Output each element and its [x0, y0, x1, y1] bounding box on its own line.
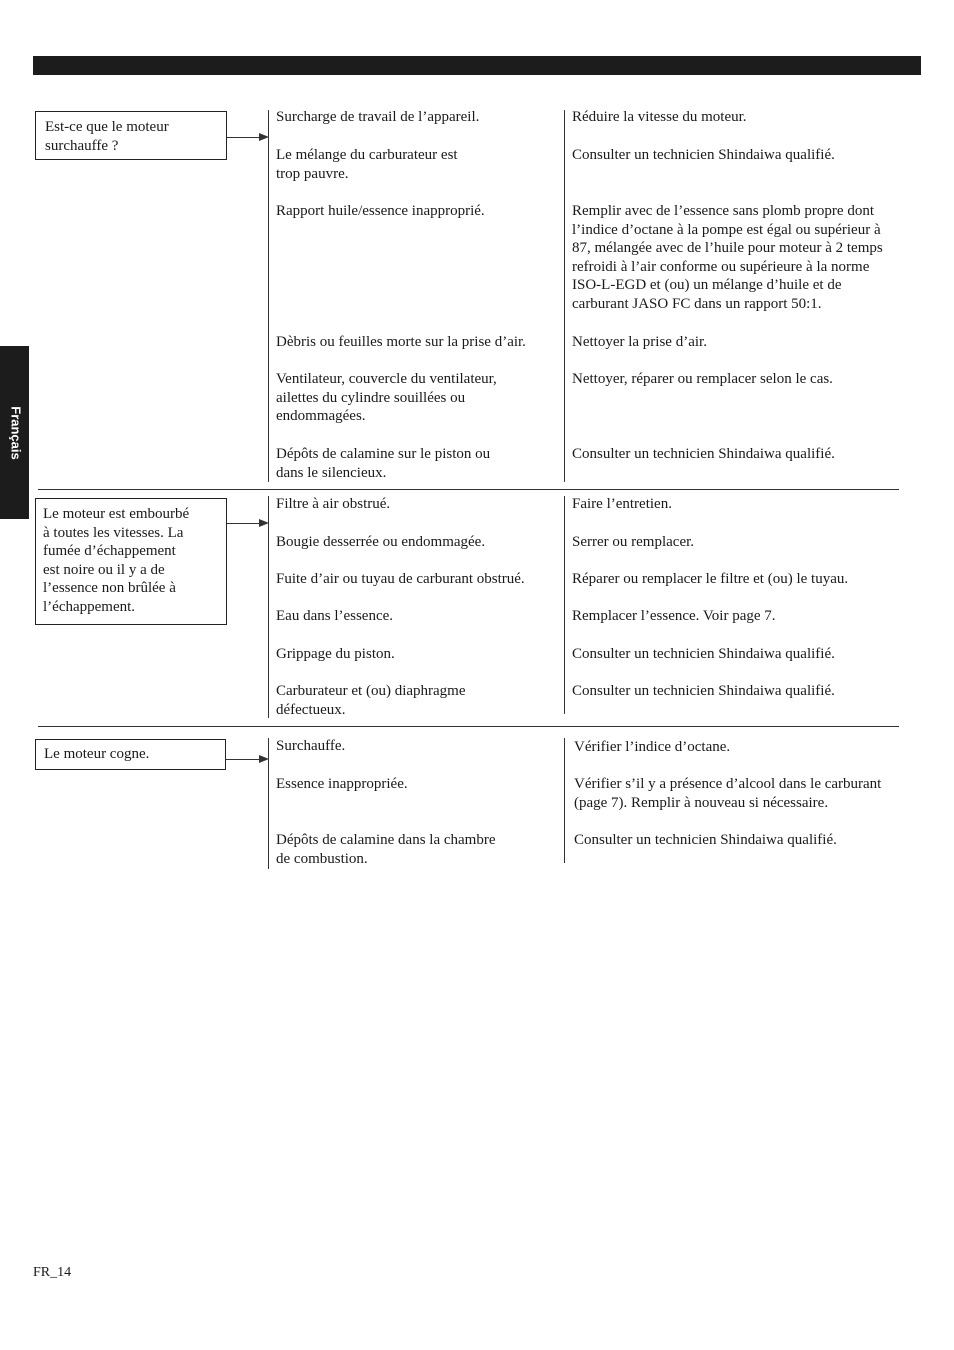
symptom-box-knocking: Le moteur cogne. [35, 739, 226, 770]
remedy-text: Consulter un technicien Shindaiwa qualifié. [572, 446, 835, 462]
remedy-text: Nettoyer la prise d’air. [572, 334, 707, 350]
language-tab [0, 346, 29, 519]
remedy-text: Faire l’entretien. [572, 496, 672, 512]
cause-text: Dèbris ou feuilles morte sur la prise d’air. [276, 334, 526, 350]
remedy-text: Nettoyer, réparer ou remplacer selon le cas. [572, 371, 833, 387]
remedy-text: Vérifier l’indice d’octane. [574, 739, 731, 755]
cause-text: Dépôts de calamine sur le piston ou dans le silencieux. [276, 446, 491, 481]
remedy-text: Vérifier s’il y a présence d’alcool dans le carburant (page 7). Remplir à nouveau si nécessaire. [574, 776, 882, 811]
remedy-text: Réduire la vitesse du moteur. [572, 109, 747, 125]
remedy-text: Consulter un technicien Shindaiwa qualifié. [572, 683, 835, 699]
cause-text: Fuite d’air ou tuyau de carburant obstrué. [276, 571, 525, 587]
remedy-text: Consulter un technicien Shindaiwa qualifié. [572, 147, 835, 163]
cause-text: Carburateur et (ou) diaphragme défectueux. [276, 683, 466, 718]
cause-text: Bougie desserrée ou endommagée. [276, 534, 486, 550]
remedy-text: Réparer ou remplacer le filtre et (ou) le tuyau. [572, 571, 849, 587]
header-bar [33, 56, 921, 75]
remedy-divider [564, 738, 565, 863]
section-separator [38, 489, 899, 490]
arrow-line [227, 523, 261, 524]
symptom-box-overheat: Est-ce que le moteur surchauffe ? [35, 111, 227, 160]
cause-text: Filtre à air obstrué. [276, 496, 391, 512]
remedy-text: Serrer ou remplacer. [572, 534, 695, 550]
remedy-divider [564, 110, 565, 482]
cause-divider [268, 738, 269, 869]
cause-text: Dépôts de calamine dans la chambre de combustion. [276, 832, 496, 867]
language-tab-label: Français [7, 405, 23, 460]
remedy-text: Remplacer l’essence. Voir page 7. [572, 608, 776, 624]
cause-text: Essence inappropriée. [276, 776, 408, 792]
remedy-text: Remplir avec de l’essence sans plomb propre dont l’indice d’octane à la pompe est égal ou supérieur à 87, mélangée avec de l’huile pour moteur à 2 temps refroidi à l’air conforme ou supérieure à la norme ISO-L-EGD et (ou) un mélange d’huile et de carburant JASO FC dans un rapport 50:1. [572, 203, 883, 312]
arrow-line [226, 759, 261, 760]
cause-divider [268, 110, 269, 482]
cause-text: Grippage du piston. [276, 646, 395, 662]
cause-text: Surchauffe. [276, 738, 346, 754]
cause-text: Surcharge de travail de l’appareil. [276, 109, 480, 125]
cause-divider [268, 496, 269, 718]
cause-text: Rapport huile/essence inapproprié. [276, 203, 485, 219]
section-separator [38, 726, 899, 727]
remedy-text: Consulter un technicien Shindaiwa qualifié. [574, 832, 837, 848]
cause-text: Eau dans l’essence. [276, 608, 394, 624]
arrow-line [227, 137, 261, 138]
page-number: FR_14 [33, 1265, 72, 1280]
remedy-text: Consulter un technicien Shindaiwa qualifié. [572, 646, 835, 662]
cause-text: Le mélange du carburateur est trop pauvre. [276, 147, 458, 182]
symptom-box-bogging: Le moteur est embourbé à toutes les vitesses. La fumée d’échappement est noire ou il y a de l’essence non brûlée à l’échappement. [35, 498, 227, 625]
remedy-divider [564, 496, 565, 714]
cause-text: Ventilateur, couvercle du ventilateur, ailettes du cylindre souillées ou endommagées. [276, 371, 497, 425]
